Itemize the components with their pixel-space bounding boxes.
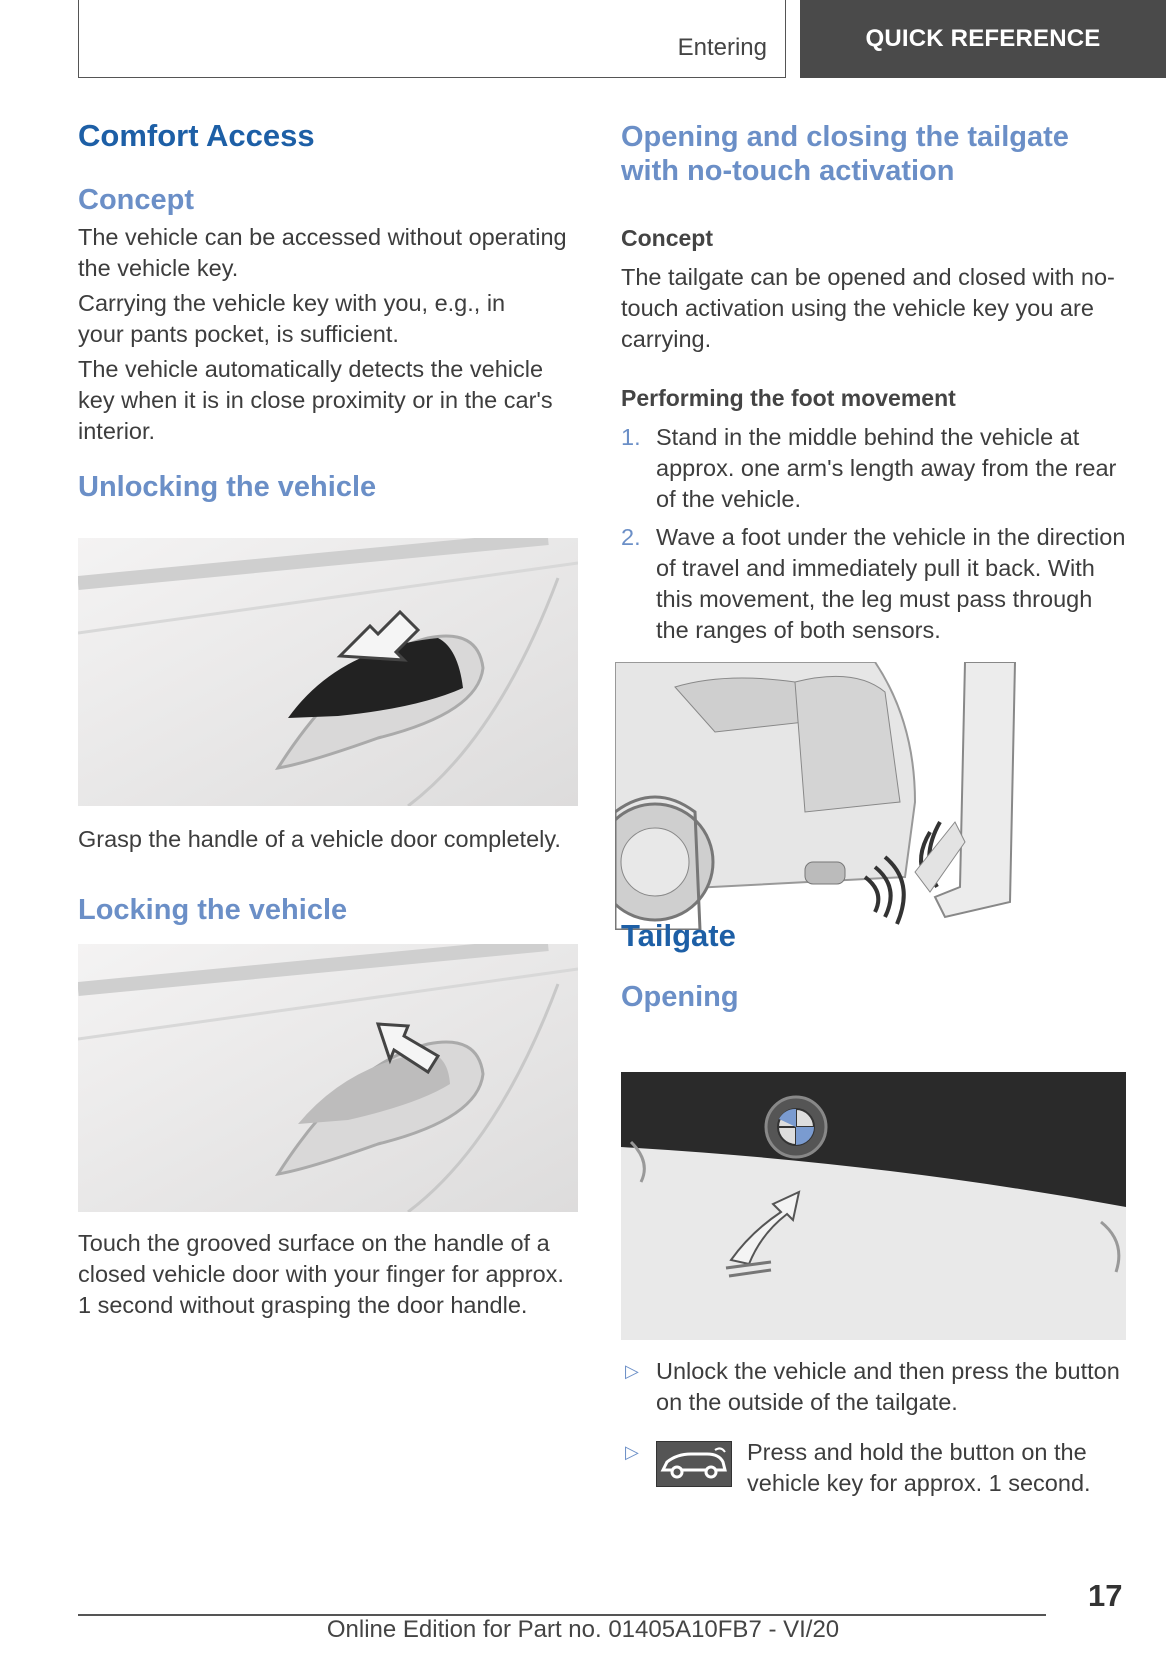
edition-text: Online Edition for Part no. 01405A10FB7 - VI/20 [326,1616,840,1643]
header-box [78,0,786,78]
page-number: 17 [1088,1578,1123,1613]
tailgate-emblem-illustration [621,1072,1126,1340]
lock-door-handle-image [78,944,578,1212]
concept-heading: Concept [78,184,194,216]
step-text: Stand in the middle behind the vehicle at approx. one arm's length away from the rear of the vehicle. [656,424,1117,512]
foot-movement-heading: Performing the foot movement [621,385,956,411]
quick-reference-tab[interactable]: QUICK REFERENCE [800,0,1166,78]
step-number: 2. [621,524,641,550]
unlocking-heading: Unlocking the vehicle [78,471,377,503]
concept-paragraph-3: The vehicle automatically detects the vehicle key when it is in close proximity or in the car's interior. [78,356,553,444]
foot-movement-image [615,662,1027,930]
triangle-bullet-icon: ▷ [625,1442,639,1462]
locking-heading: Locking the vehicle [78,894,348,926]
car-rear-foot-illustration [615,662,1027,930]
bullet-text: Unlock the vehicle and then press the button on the outside of the tailgate. [656,1358,1120,1415]
step-number: 1. [621,424,641,450]
car-tailgate-key-icon [656,1441,732,1487]
bullet-2 [621,1437,1126,1499]
lock-caption: Touch the grooved surface on the handle of a closed vehicle door with your finger for approx. 1 second without grasping the door handle. [78,1230,564,1318]
step-2 [621,522,1126,646]
bullet-text: Press and hold the button on the vehicle key for approx. 1 second. [747,1439,1091,1496]
step-text: Wave a foot under the vehicle in the direction of travel and immediately pull it back. With this movement, the leg must pass through the ranges of both sensors. [656,524,1126,643]
unlock-caption: Grasp the handle of a vehicle door completely. [78,826,561,852]
unlock-door-handle-image [78,538,578,806]
section-title: Entering [677,34,767,61]
bullet-1 [621,1356,1126,1418]
no-touch-heading: Opening and closing the tailgate with no-touch activation [621,121,1069,187]
no-touch-concept-text: The tailgate can be opened and closed with no-touch activation using the vehicle key you are carrying. [621,264,1115,352]
door-handle-illustration [78,538,578,806]
opening-heading: Opening [621,981,739,1013]
comfort-access-title: Comfort Access [78,118,315,153]
concept-subheading: Concept [621,225,713,251]
concept-paragraph-1: The vehicle can be accessed without operating the vehicle key. [78,224,567,281]
step-1 [621,422,1126,515]
door-handle-touch-illustration [78,944,578,1212]
concept-paragraph-2: Carrying the vehicle key with you, e.g., in your pants pocket, is sufficient. [78,290,506,347]
tailgate-button-image [621,1072,1126,1340]
triangle-bullet-icon: ▷ [625,1361,639,1381]
tailgate-title: Tailgate [621,918,736,953]
